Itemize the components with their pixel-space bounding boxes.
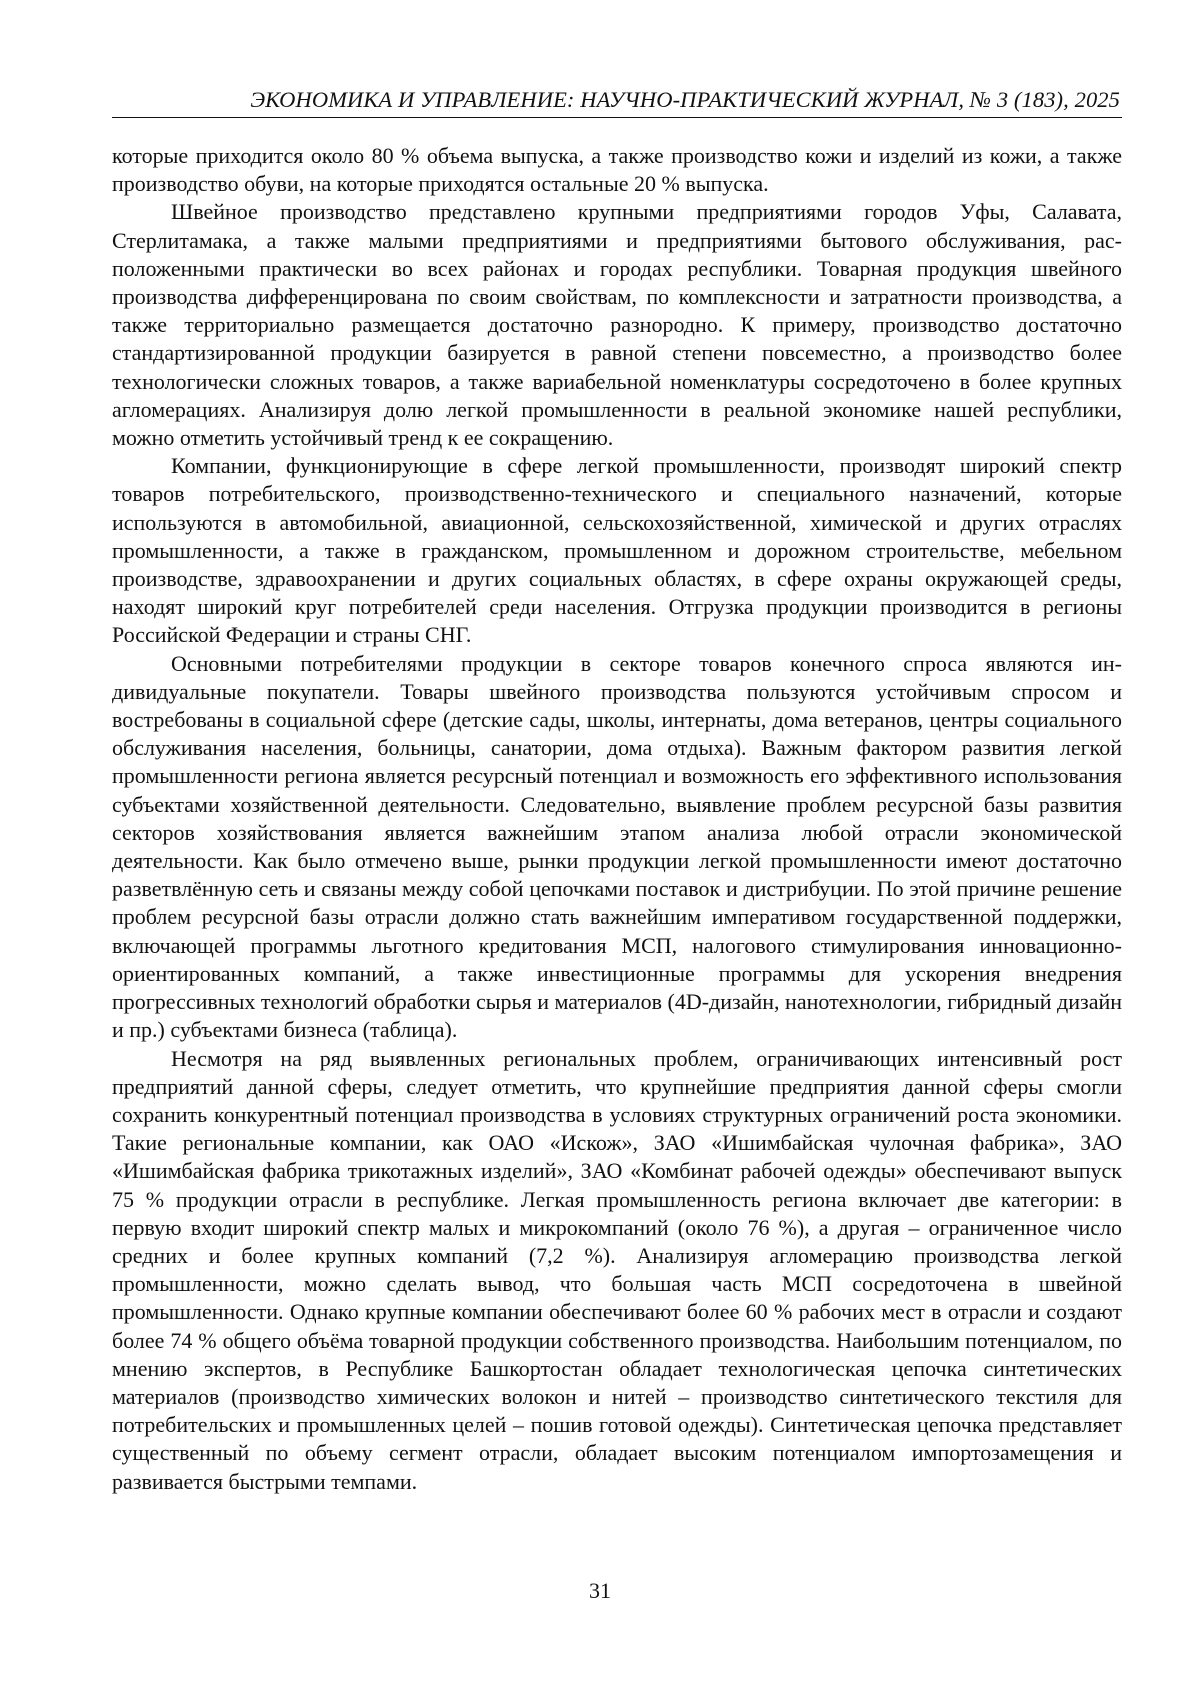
paragraph-companies-products: Компании, функционирующие в сфере легкой промышленности, производят широкий спектр товаров потребительского, производственно-технического и специального назначений, которые используются в автомобильной, авиационной, сельскохозяйственной, химической и других отраслях промышленности, а также в гражданском, промышленном и дорожном строи­тельстве, мебельном производстве, здравоохранении и других социальных областях, в сфере охраны окружающей среды, находят широкий круг потребителей среди населения. Отгрузка продукции производится в регионы Российской Федерации и страны СНГ. [112, 452, 1122, 649]
journal-page [0, 0, 1200, 1698]
page-number: 31 [0, 1578, 1200, 1604]
article-body [112, 142, 1122, 1496]
paragraph-continuation: которые приходится около 80 % объема выпуска, а также производство кожи и изделий из ко­жи, а также производство обуви, на которые приходятся остальные 20 % выпуска. [112, 142, 1122, 198]
paragraph-regional-problems: Несмотря на ряд выявленных региональных проблем, ограничивающих интенсивный рост предприятий данной сферы, следует отметить, что крупнейшие предприятия данной сферы смогли сохранить конкурентный потенциал производства в условиях структурных ограничений роста экономики. Такие региональные компании, как ОАО «Искож», ЗАО «Ишимбайская чу­лочная фабрика», ЗАО «Ишимбайская фабрика трикотажных изделий», ЗАО «Комбинат рабо­чей одежды» обеспечивают выпуск 75 % продукции отрасли в республике. Легкая промышлен­ность региона включает две категории: в первую входит широкий спектр малых и микрокомпа­ний (около 76 %), а другая – ограниченное число средних и более крупных компаний (7,2 %). Анализируя агломерацию производства легкой промышленности, можно сделать вывод, что большая часть МСП сосредоточена в швейной промышленности. Однако крупные компании обеспечивают более 60 % рабочих мест в отрасли и создают более 74 % общего объёма товар­ной продукции собственного производства. Наибольшим потенциалом, по мнению экспертов, в Республике Башкортостан обладает технологическая цепочка синтетических материалов (про­изводство химических волокон и нитей – производство синтетического текстиля для потреби­тельских и промышленных целей – пошив готовой одежды). Синтетическая цепочка представ­ляет существенный по объему сегмент отрасли, обладает высоким потенциалом импортозаме­щения и развивается быстрыми темпами. [112, 1045, 1122, 1496]
paragraph-consumers-resources: Основными потребителями продукции в секторе товаров конечного спроса являются ин­дивидуальные покупатели. Товары швейного производства пользуются устойчивым спросом и востребованы в социальной сфере (детские сады, школы, интернаты, дома ветеранов, центры социального обслуживания населения, больницы, санатории, дома отдыха). Важным фактором развития легкой промышленности региона является ресурсный потенциал и возможность его эффективного использования субъектами хозяйственной деятельности. Следовательно, выявле­ние проблем ресурсной базы развития секторов хозяйствования является важнейшим этапом анализа любой отрасли экономической деятельности. Как было отмечено выше, рынки продук­ции легкой промышленности имеют достаточно разветвлённую сеть и связаны между собой це­почками поставок и дистрибуции. По этой причине решение проблем ресурсной базы отрасли должно стать важнейшим императивом государственной поддержки, включающей программы льготного кредитования МСП, налогового стимулирования инновационно-ориентированных компаний, а также инвестиционные программы для ускорения внедрения прогрессивных тех­нологий обработки сырья и материалов (4D-дизайн, нанотехнологии, гибридный дизайн и пр.) субъектами бизнеса (таблица). [112, 650, 1122, 1045]
header-rule [112, 117, 1122, 118]
running-header-journal-title: ЭКОНОМИКА И УПРАВЛЕНИЕ: НАУЧНО-ПРАКТИЧЕСКИЙ ЖУРНАЛ, № 3 (183), 2025 [112, 86, 1120, 114]
paragraph-sewing-production: Швейное производство представлено крупными предприятиями городов Уфы, Салавата, Стерлитамака, а также малыми предприятиями и предприятиями бытового обслуживания, рас­положенными практически во всех районах и городах республики. Товарная продукция швей­ного производства дифференцирована по своим свойствам, по комплексности и затратности производства, а также территориально размещается достаточно разнородно. К примеру, произ­водство достаточно стандартизированной продукции базируется в равной степени повсеместно, а производство более технологически сложных товаров, а также вариабельной номенклатуры сосредоточено в более крупных агломерациях. Анализируя долю легкой промышленности в ре­альной экономике нашей республики, можно отметить устойчивый тренд к ее сокращению. [112, 198, 1122, 452]
